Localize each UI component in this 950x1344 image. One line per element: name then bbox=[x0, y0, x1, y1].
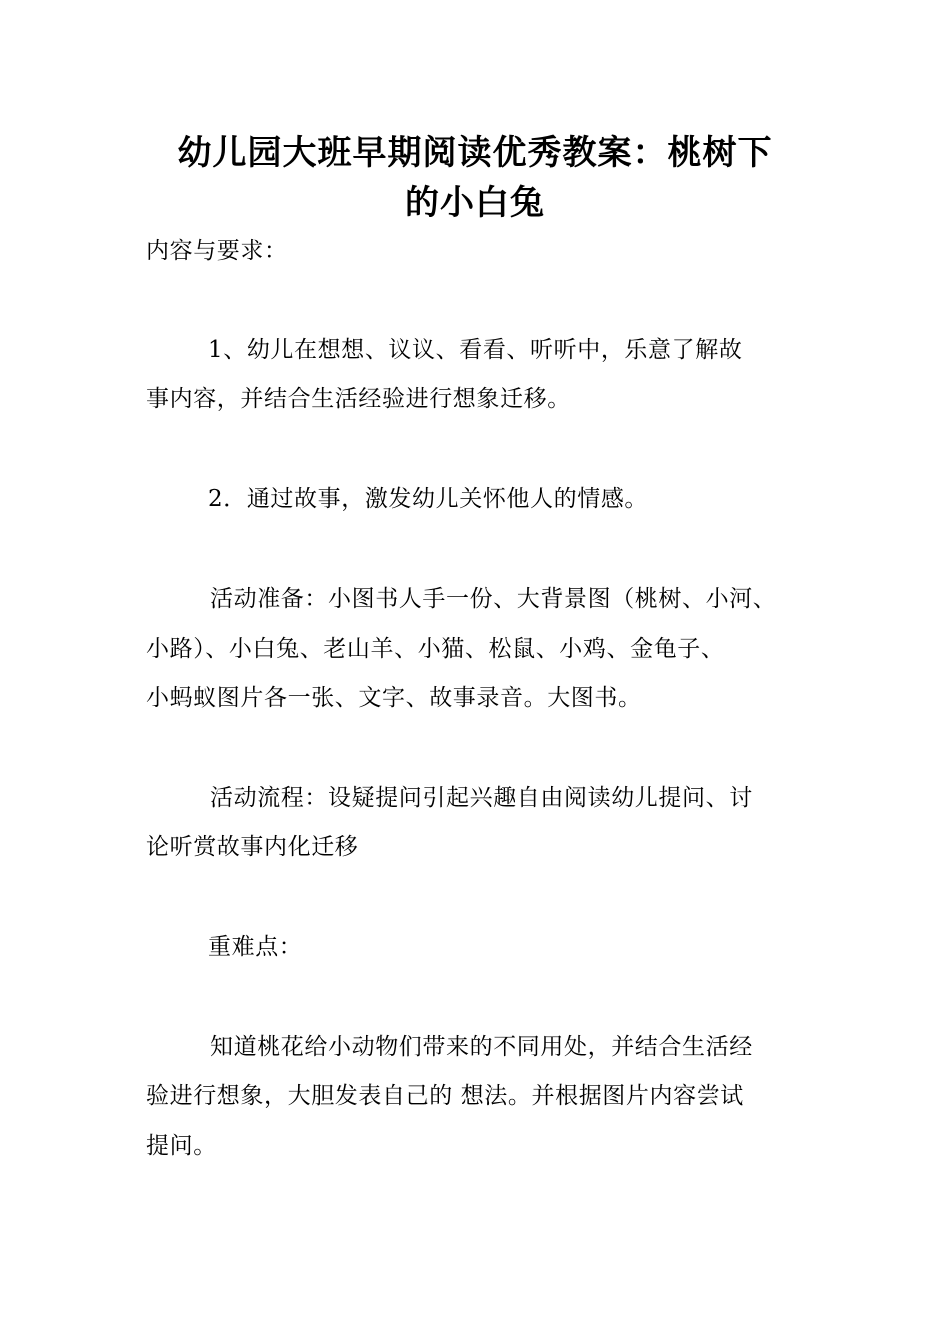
title-line-2: 的小白兔 bbox=[405, 183, 545, 223]
process-line-2: 论听赏故事内化迁移 bbox=[146, 834, 359, 860]
preparation-line-1: 活动准备：小图书人手一份、大背景图（桃树、小河、 bbox=[210, 586, 777, 612]
key-points-line-1: 知道桃花给小动物们带来的不同用处，并结合生活经 bbox=[210, 1034, 753, 1060]
section-heading: 内容与要求： bbox=[146, 238, 288, 264]
process-line-1: 活动流程：设疑提问引起兴趣自由阅读幼儿提问、讨 bbox=[210, 785, 753, 811]
key-points-line-3: 提问。 bbox=[146, 1133, 217, 1159]
document-title bbox=[100, 128, 850, 228]
key-points-line-2: 验进行想象，大胆发表自己的 想法。并根据图片内容尝试 bbox=[146, 1083, 744, 1109]
preparation-line-3: 小蚂蚁图片各一张、文字、故事录音。大图书。 bbox=[146, 685, 642, 711]
goal-2: 2．通过故事，激发幼儿关怀他人的情感。 bbox=[208, 486, 649, 512]
goal-1-line-2: 事内容，并结合生活经验进行想象迁移。 bbox=[146, 386, 571, 412]
key-points-heading: 重难点： bbox=[208, 934, 303, 960]
goal-1-line-1: 1、幼儿在想想、议议、看看、听听中，乐意了解故 bbox=[208, 337, 743, 363]
preparation-line-2: 小路）、小白兔、老山羊、小猫、松鼠、小鸡、金龟子、 bbox=[146, 636, 725, 662]
title-line-1: 幼儿园大班早期阅读优秀教案：桃树下 bbox=[177, 133, 773, 173]
